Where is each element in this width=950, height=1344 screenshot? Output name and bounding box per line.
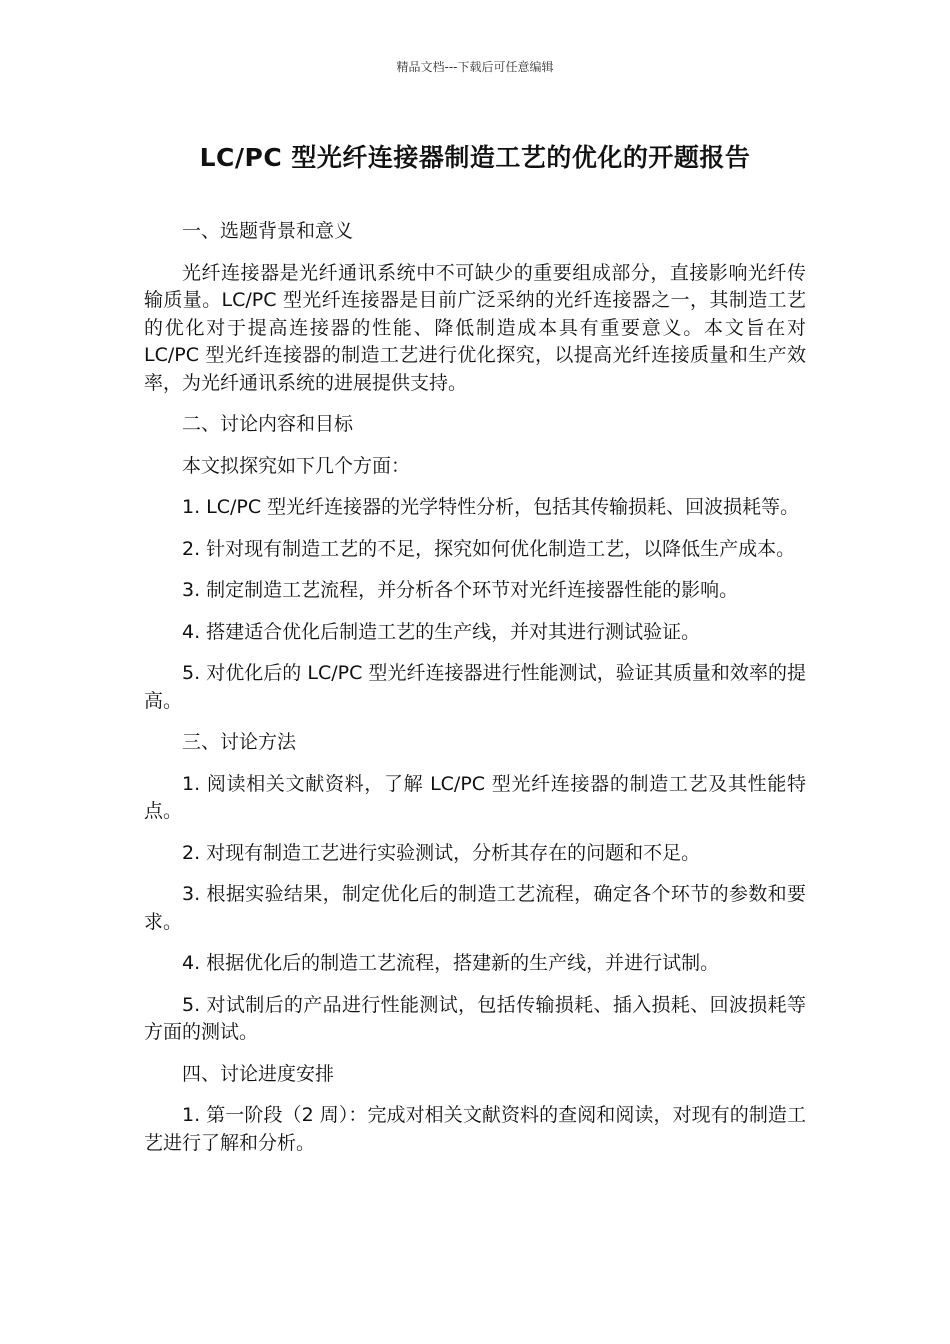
- list-item: 3. 根据实验结果，制定优化后的制造工艺流程，确定各个环节的参数和要求。: [144, 883, 806, 933]
- list-item: 4. 根据优化后的制造工艺流程，搭建新的生产线，并进行试制。: [182, 952, 720, 974]
- section-heading-3: 三、讨论方法: [182, 731, 297, 753]
- list-item: 1. 第一阶段（2 周）：完成对相关文献资料的查阅和阅读，对现有的制造工艺进行了解和分析。: [144, 1104, 806, 1154]
- document-body: [144, 218, 806, 1171]
- list-item: 2. 对现有制造工艺进行实验测试，分析其存在的问题和不足。: [182, 841, 701, 864]
- paragraph-background: 光纤连接器是光纤通讯系统中不可缺少的重要组成部分，直接影响光纤传输质量。LC/PC 型光纤连接器是目前广泛采纳的光纤连接器之一，其制造工艺的优化对于提高连接器的性能、降低制造成本具有重要意义。本文旨在对 LC/PC 型光纤连接器的制造工艺进行优化探究，以提高光纤连接质量和生产效率，为光纤通讯系统的进展提供支持。: [144, 261, 806, 394]
- paragraph-intro: 本文拟探究如下几个方面：: [182, 454, 411, 477]
- list-item: 2. 针对现有制造工艺的不足，探究如何优化制造工艺，以降低生产成本。: [182, 537, 796, 560]
- list-item: 5. 对试制后的产品进行性能测试，包括传输损耗、插入损耗、回波损耗等方面的测试。: [144, 993, 806, 1043]
- list-item: 1. LC/PC 型光纤连接器的光学特性分析，包括其传输损耗、回波损耗等。: [182, 496, 800, 518]
- list-item: 5. 对优化后的 LC/PC 型光纤连接器进行性能测试，验证其质量和效率的提高。: [144, 662, 806, 712]
- list-item: 4. 搭建适合优化后制造工艺的生产线，并对其进行测试验证。: [182, 620, 701, 643]
- section-heading-2: 二、讨论内容和目标: [182, 413, 354, 435]
- section-heading-4: 四、讨论进度安排: [182, 1062, 335, 1085]
- header-note: 精品文档---下载后可任意编辑: [396, 60, 554, 74]
- list-item: 1. 阅读相关文献资料，了解 LC/PC 型光纤连接器的制造工艺及其性能特点。: [144, 772, 806, 822]
- list-item: 3. 制定制造工艺流程，并分析各个环节对光纤连接器性能的影响。: [182, 579, 739, 601]
- section-heading-1: 一、选题背景和意义: [182, 220, 354, 242]
- document-title: LC/PC 型光纤连接器制造工艺的优化的开题报告: [199, 143, 751, 172]
